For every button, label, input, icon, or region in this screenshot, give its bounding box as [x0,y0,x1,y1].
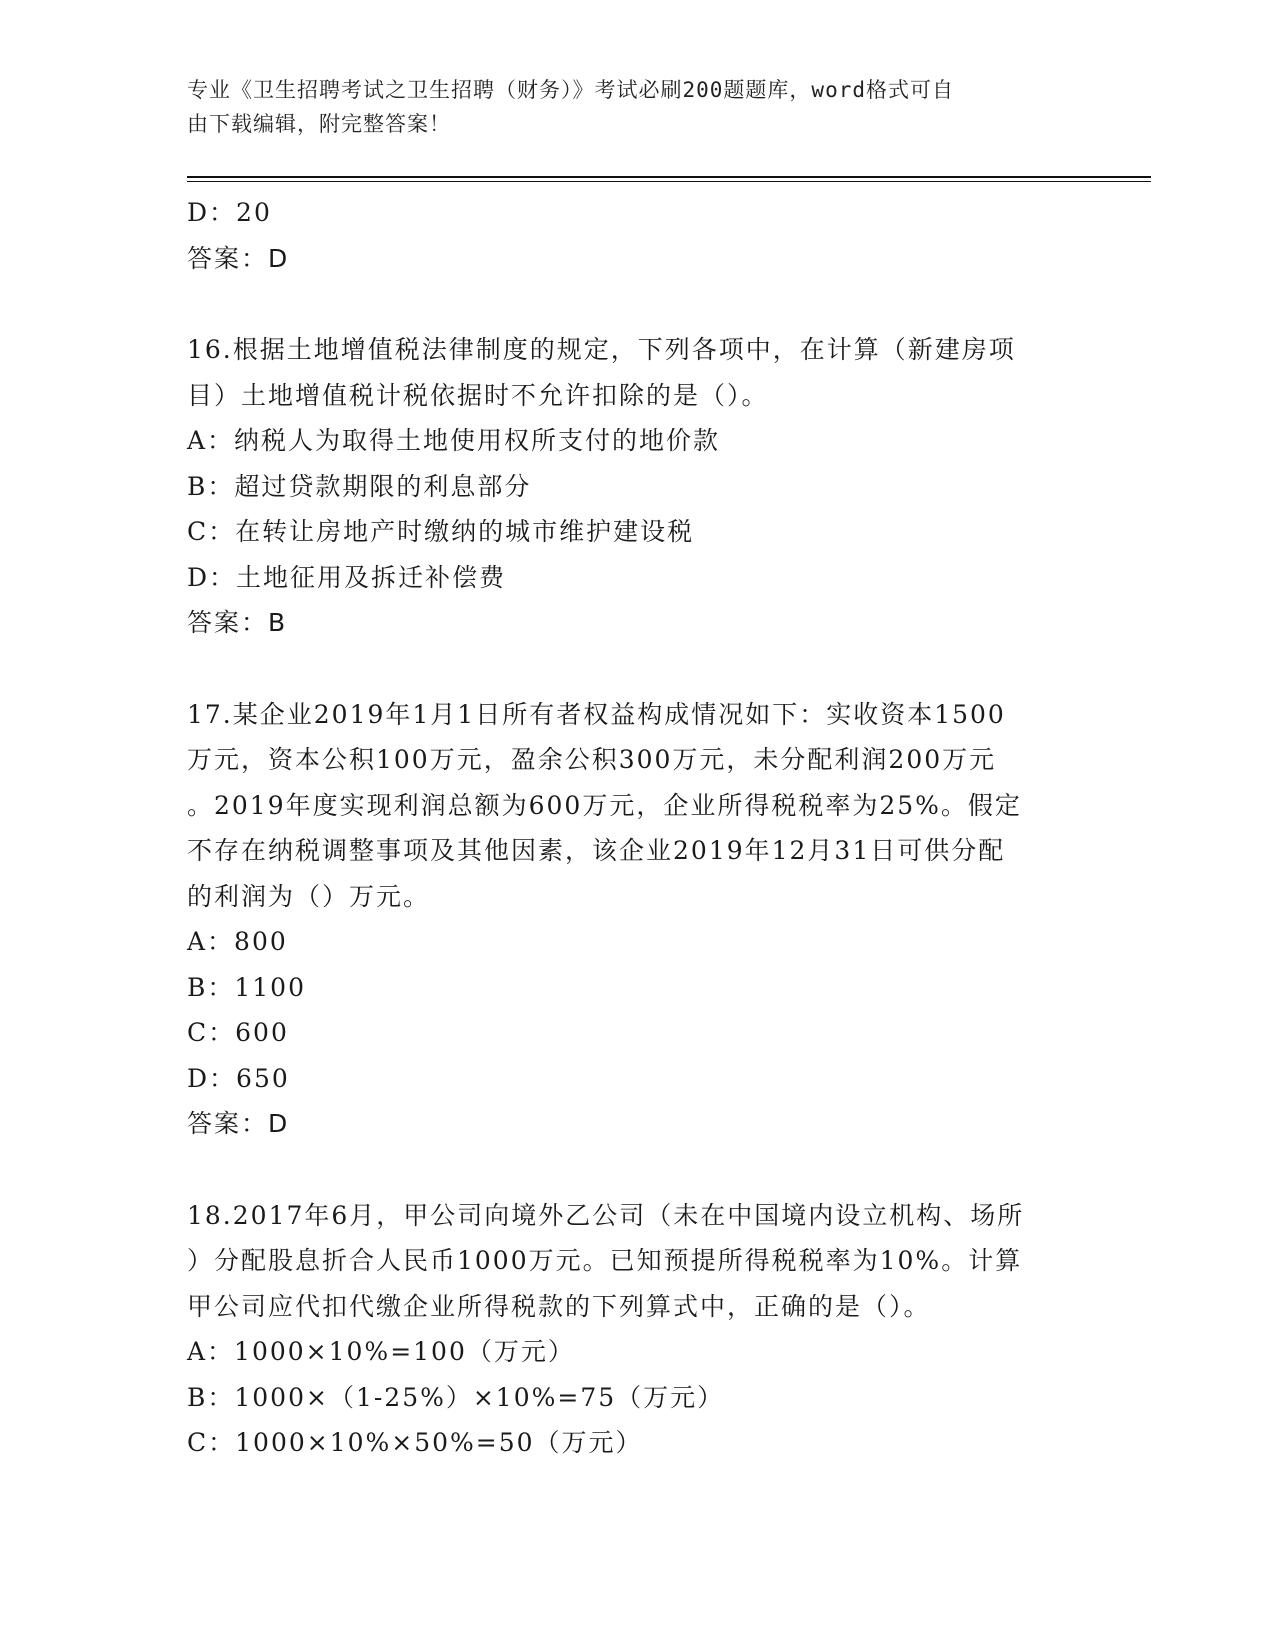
question-text-line: 的利润为（）万元。 [187,881,431,911]
question-16 [187,327,1087,646]
question-text-line: 不存在纳税调整事项及其他因素，该企业2019年12月31日可供分配 [187,836,1006,865]
spacer [187,281,1087,327]
option-c: C：600 [187,1018,289,1047]
spacer [187,1147,1087,1193]
header-line: 专业《卫生招聘考试之卫生招聘（财务）》考试必刷200题题库，word格式可自 [187,78,954,102]
option-a: A：纳税人为取得土地使用权所支付的地价款 [187,426,721,455]
header-line: 由下载编辑，附完整答案！ [187,112,451,136]
answer-line: 答案：D [187,243,290,273]
question-text-line: 甲公司应代扣代缴企业所得税款的下列算式中，正确的是（）。 [187,1291,931,1321]
option-b: B：1000×（1-25%）×10%=75（万元） [187,1382,725,1412]
question-text-line: 。2019年度实现利润总额为600万元，企业所得税税率为25%。假定 [187,790,1022,820]
option-d: D：650 [187,1063,290,1093]
spacer [187,646,1087,692]
option-b: B：超过贷款期限的利息部分 [187,471,532,501]
question-text-line: 18.2017年6月，甲公司向境外乙公司（未在中国境内设立机构、场所 [187,1200,1025,1230]
option-a: A：800 [187,927,288,956]
question-text-line: 目）土地增值税计税依据时不允许扣除的是（）。 [187,380,769,410]
option-d: D：土地征用及拆迁补偿费 [187,562,507,592]
option-d: D：20 [187,198,272,227]
option-c: C：1000×10%×50%=50（万元） [187,1428,643,1457]
document-header [187,73,1067,141]
answer-line: 答案：D [187,1109,290,1138]
option-a: A：1000×10%=100（万元） [187,1337,575,1366]
question-content [187,190,1087,1466]
option-c: C：在转让房地产时缴纳的城市维护建设税 [187,517,695,546]
option-b: B：1100 [187,972,306,1002]
question-text-line: ）分配股息折合人民币1000万元。已知预提所得税税率为10%。计算 [187,1246,1023,1275]
question-17 [187,692,1087,1147]
header-divider-thin [187,181,1151,182]
question-text-line: 万元，资本公积100万元，盈余公积300万元，未分配利润200万元 [187,745,997,774]
question-text-line: 16.根据土地增值税法律制度的规定，下列各项中，在计算（新建房项 [187,335,1016,364]
question-18 [187,1193,1087,1466]
answer-line: 答案：B [187,608,288,637]
question-text-line: 17.某企业2019年1月1日所有者权益构成情况如下：实收资本1500 [187,699,1006,729]
header-divider-thick [187,176,1151,178]
